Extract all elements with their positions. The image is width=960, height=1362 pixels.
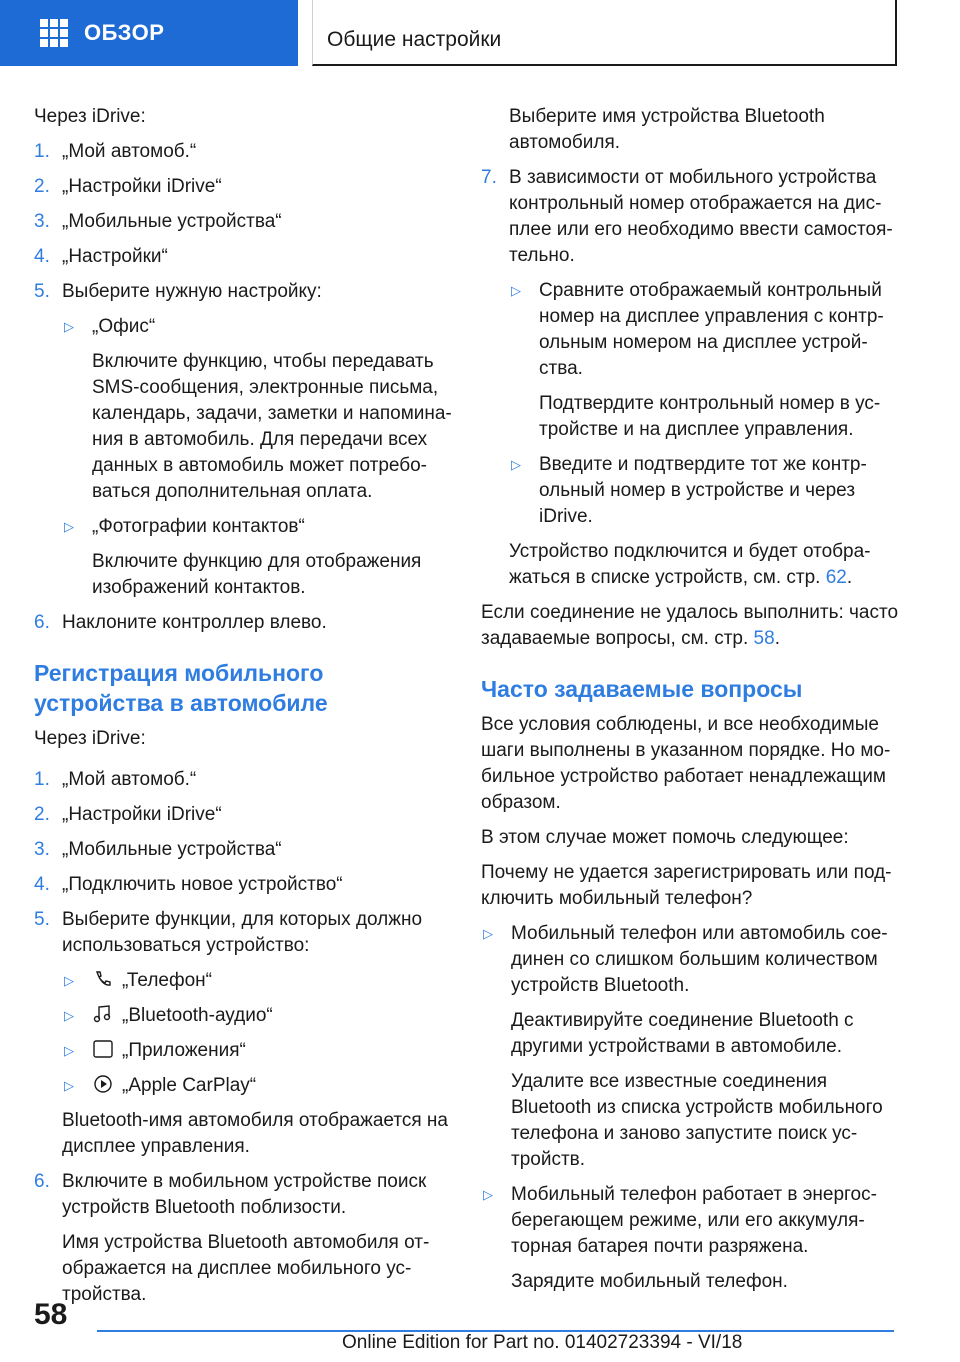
left-column bbox=[34, 104, 454, 1317]
function-item-apps: ▷ „Приложения“ bbox=[34, 1038, 454, 1064]
list-item: 4. „Настройки“ bbox=[34, 246, 168, 267]
triangle-bullet-icon: ▷ bbox=[64, 1078, 74, 1093]
faq-item-note: Удалите все известные соединения Bluetooth из списка устройств мобильного телефона и заново запустите поиск ус-тройств. bbox=[511, 1071, 883, 1170]
section-heading: Регистрация мобильного устройства в автомобиле bbox=[34, 660, 328, 716]
paragraph: Почему не удается зарегистрировать или под-ключить мобильный телефон? bbox=[481, 862, 892, 909]
faq-item-text: Мобильный телефон работает в энергос-берегающем режиме, или его аккумуля-торная батарея почти разряжена. bbox=[511, 1184, 877, 1257]
sub-item-note: Подтвердите контрольный номер в ус-тройстве и на дисплее управления. bbox=[539, 393, 881, 440]
triangle-bullet-icon: ▷ bbox=[483, 926, 493, 941]
footer-edition: Online Edition for Part no. 01402723394 - VI/18 bbox=[342, 1332, 743, 1353]
function-item-audio: ▷ „Bluetooth-аудио“ bbox=[34, 1003, 454, 1029]
list-item: 5. Выберите нужную настройку: bbox=[34, 281, 322, 302]
apps-square-icon bbox=[92, 1039, 114, 1059]
function-item-carplay: ▷ „Apple CarPlay“ bbox=[34, 1073, 454, 1099]
sub-item-compare bbox=[481, 278, 901, 443]
intro-text: Через iDrive: bbox=[34, 106, 146, 127]
page-number: 58 bbox=[34, 1298, 68, 1331]
list-item: 3. „Мобильные устройства“ bbox=[34, 839, 282, 860]
sub-item-desc: Включите функцию, чтобы передавать SMS-сообщения, электронные письма, календарь, задачи, заметки и напомина-ния в автомобиль. Для передачи всех данных в автомобиль может потребо-ваться дополнительная оплата. bbox=[92, 351, 452, 502]
sub-item-office bbox=[34, 314, 454, 505]
list-item: 2. „Настройки iDrive“ bbox=[34, 176, 222, 197]
intro-text: Через iDrive: bbox=[34, 728, 146, 749]
carplay-icon bbox=[92, 1074, 114, 1094]
sub-item-enter bbox=[481, 452, 901, 530]
sub-item-desc: Включите функцию для отображения изображений контактов. bbox=[92, 551, 422, 598]
overview-tab-label: ОБЗОР bbox=[84, 20, 165, 45]
overview-tab[interactable] bbox=[0, 0, 298, 66]
paragraph: Все условия соблюдены, и все необходимые шаги выполнены в указанном порядке. Но мо-бильное устройство работает ненадлежащим образом. bbox=[481, 714, 891, 813]
note-text: Если соединение не удалось выполнить: часто задаваемые вопросы, см. стр. 58. bbox=[481, 602, 899, 649]
faq-item-note: Деактивируйте соединение Bluetooth с другими устройствами в автомобиле. bbox=[511, 1010, 854, 1057]
page-link[interactable]: 62 bbox=[825, 567, 847, 588]
list-item: 2. „Настройки iDrive“ bbox=[34, 804, 222, 825]
note-text: Bluetooth-имя автомобиля отображается на дисплее управления. bbox=[62, 1110, 448, 1157]
sub-item-label: „Фотографии контактов“ bbox=[92, 516, 305, 537]
triangle-bullet-icon: ▷ bbox=[64, 973, 74, 988]
section-header bbox=[312, 0, 897, 66]
paragraph: В этом случае может помочь следующее: bbox=[481, 827, 849, 848]
list-item: 4. „Подключить новое устройство“ bbox=[34, 874, 343, 895]
faq-item-note: Зарядите мобильный телефон. bbox=[511, 1271, 788, 1292]
faq-item-text: Мобильный телефон или автомобиль сое-динен со слишком большим количеством устройств Bluetooth. bbox=[511, 923, 888, 996]
sub-item-text: Введите и подтвердите тот же контр-ольный номер в устройстве и через iDrive. bbox=[539, 454, 867, 527]
list-item: 1. „Мой автомоб.“ bbox=[34, 141, 197, 162]
list-item: 3. „Мобильные устройства“ bbox=[34, 211, 282, 232]
sub-item-label: „Офис“ bbox=[92, 316, 156, 337]
sub-item-contact-photos bbox=[34, 514, 454, 601]
triangle-bullet-icon: ▷ bbox=[64, 319, 74, 334]
note-text: Имя устройства Bluetooth автомобиля от-ображается на дисплее мобильного ус-тройства. bbox=[62, 1232, 430, 1305]
phone-icon bbox=[92, 969, 114, 989]
faq-item bbox=[481, 1182, 901, 1295]
function-item-phone: ▷ „Телефон“ bbox=[34, 968, 454, 994]
triangle-bullet-icon: ▷ bbox=[64, 519, 74, 534]
section-heading: Часто задаваемые вопросы bbox=[481, 676, 803, 702]
triangle-bullet-icon: ▷ bbox=[511, 457, 521, 472]
list-item: 7. В зависимости от мобильного устройства контрольный номер отображается на дис-плее или его необходимо ввести самостоя-тельно. bbox=[481, 167, 893, 266]
list-item: 1. „Мой автомоб.“ bbox=[34, 769, 197, 790]
faq-item bbox=[481, 921, 901, 1173]
triangle-bullet-icon: ▷ bbox=[64, 1043, 74, 1058]
triangle-bullet-icon: ▷ bbox=[64, 1008, 74, 1023]
sub-item-text: Сравните отображаемый контрольный номер на дисплее управления с контр-ольным номером на дисплее устрой-ства. bbox=[539, 280, 884, 379]
note-text: Устройство подключится и будет отобра-жаться в списке устройств, см. стр. 62. bbox=[509, 541, 871, 588]
list-item: 6. Включите в мобильном устройстве поиск устройств Bluetooth поблизости. bbox=[34, 1171, 427, 1218]
page-link[interactable]: 58 bbox=[753, 628, 775, 649]
music-note-icon bbox=[92, 1004, 114, 1024]
list-item: 5. Выберите функции, для которых должно использоваться устройство: bbox=[34, 909, 423, 956]
triangle-bullet-icon: ▷ bbox=[511, 283, 521, 298]
right-column bbox=[481, 104, 901, 1304]
triangle-bullet-icon: ▷ bbox=[483, 1187, 493, 1202]
section-title: Общие настройки bbox=[327, 28, 502, 51]
grid-menu-icon bbox=[40, 19, 68, 47]
note-text: Выберите имя устройства Bluetooth автомобиля. bbox=[509, 106, 825, 153]
list-item: 6. Наклоните контроллер влево. bbox=[34, 612, 327, 633]
